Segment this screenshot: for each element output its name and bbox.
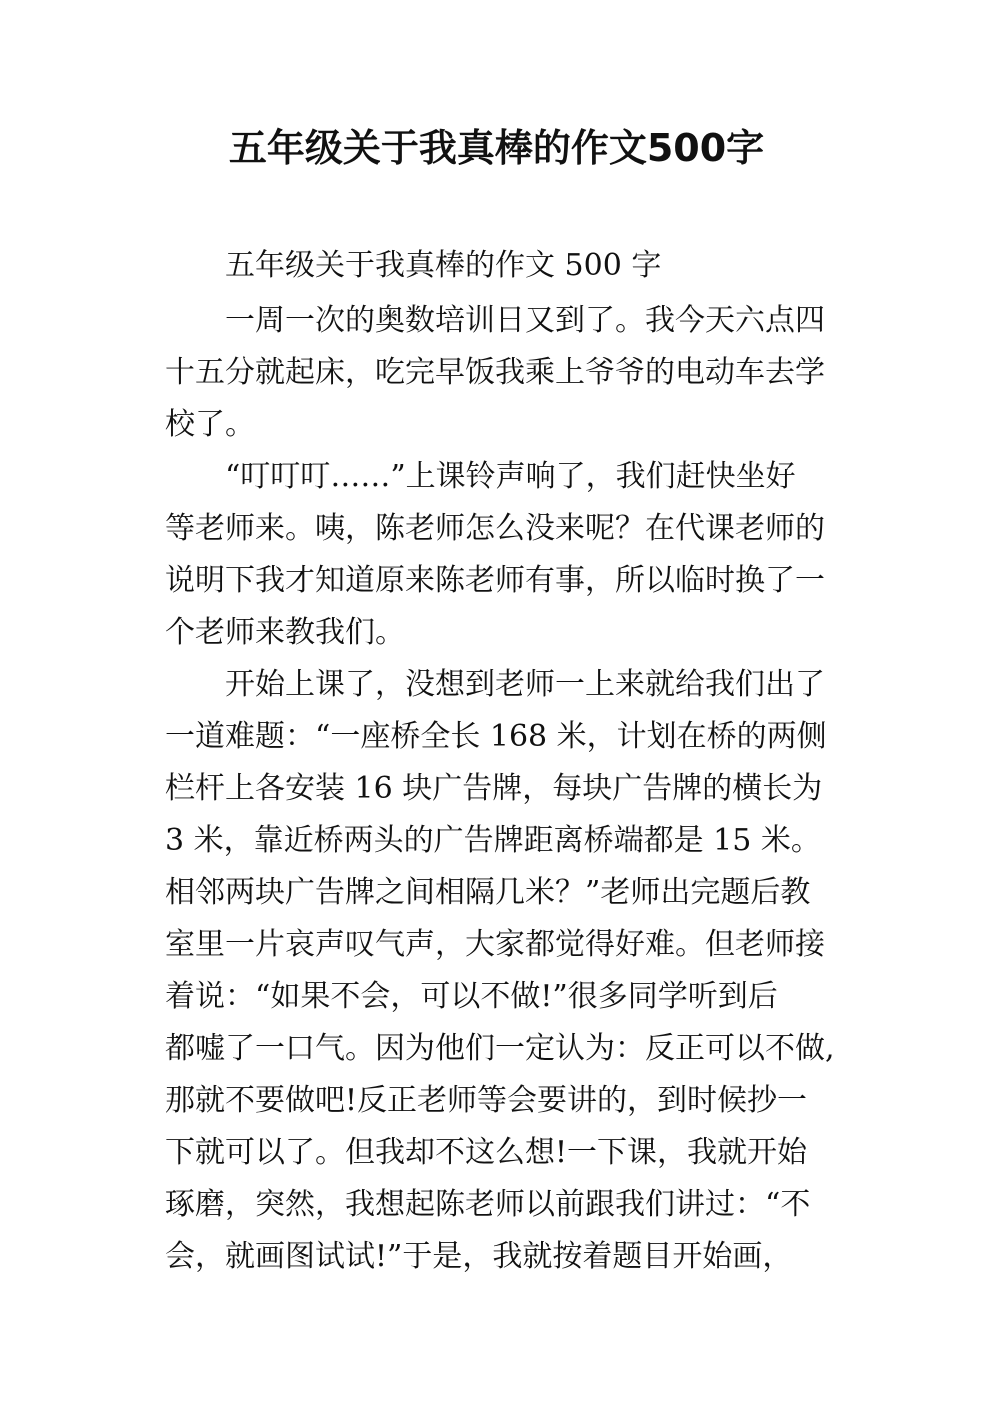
text-line: 十五分就起床，吃完早饭我乘上爷爷的电动车去学 <box>165 355 825 390</box>
text-line: 相邻两块广告牌之间相隔几米？”老师出完题后教 <box>165 875 811 910</box>
text-line: 个老师来教我们。 <box>165 615 405 650</box>
text-line: 那就不要做吧!反正老师等会要讲的，到时候抄一 <box>165 1083 808 1118</box>
text-line: 开始上课了，没想到老师一上来就给我们出了 <box>225 667 825 702</box>
subtitle-line: 五年级关于我真棒的作文 500 字 <box>225 248 662 283</box>
text-line: 一周一次的奥数培训日又到了。我今天六点四 <box>225 303 825 338</box>
text-line: 琢磨，突然，我想起陈老师以前跟我们讲过：“不 <box>165 1187 811 1222</box>
text-line: 着说：“如果不会，可以不做!”很多同学听到后 <box>165 979 778 1014</box>
text-line: “叮叮叮……”上课铃声响了，我们赶快坐好 <box>225 459 796 494</box>
text-line: 一道难题：“一座桥全长 168 米，计划在桥的两侧 <box>165 719 827 754</box>
text-line: 会，就画图试试!”于是，我就按着题目开始画， <box>165 1239 793 1274</box>
text-line: 校了。 <box>165 407 255 442</box>
text-line: 说明下我才知道原来陈老师有事，所以临时换了一 <box>165 563 825 598</box>
document-title: 五年级关于我真棒的作文500字 <box>228 126 765 170</box>
text-line: 室里一片哀声叹气声，大家都觉得好难。但老师接 <box>165 927 825 962</box>
text-line: 栏杆上各安装 16 块广告牌，每块广告牌的横长为 <box>165 771 823 806</box>
text-line: 等老师来。咦，陈老师怎么没来呢？在代课老师的 <box>165 511 825 546</box>
text-line: 下就可以了。但我却不这么想!一下课，我就开始 <box>165 1135 808 1170</box>
text-line: 3 米，靠近桥两头的广告牌距离桥端都是 15 米。 <box>165 823 821 858</box>
text-line: 都嘘了一口气。因为他们一定认为：反正可以不做, <box>165 1031 835 1066</box>
